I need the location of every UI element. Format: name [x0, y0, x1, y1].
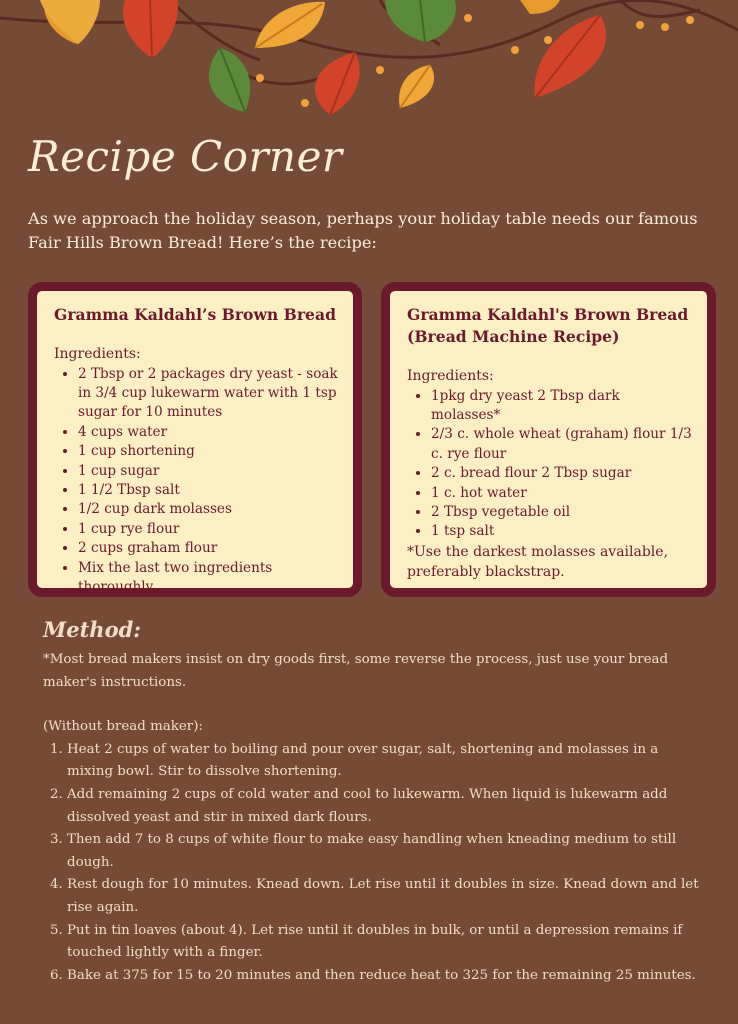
- recipe-card-bread-machine: [381, 282, 716, 597]
- leaf-orange-3: [399, 65, 434, 108]
- list-item: • 1 tsp salt: [431, 522, 693, 541]
- list-item: 2. Add remaining 2 cups of cold water and cool to lukewarm. When liquid is lukewarm add dissolved yeast and stir in mixed dark flours.: [67, 784, 708, 829]
- list-item: • Mix the last two ingredients thoroughly.: [78, 559, 339, 598]
- list-item: • 2 cups graham flour: [78, 539, 339, 558]
- list-item: • 2 Tbsp vegetable oil: [431, 503, 693, 522]
- list-item: • 1/2 cup dark molasses: [78, 500, 339, 519]
- list-item: 1. Heat 2 cups of water to boiling and pour over sugar, salt, shortening and molasses in a mixing bowl. Stir to dissolve shortening.: [67, 739, 708, 784]
- autumn-leaves-banner: [0, 0, 738, 125]
- page-title: Recipe Corner: [28, 132, 343, 181]
- list-item: • 1pkg dry yeast 2 Tbsp dark molasses*: [431, 387, 693, 426]
- leaf-green-2: [209, 48, 250, 112]
- method-heading: Method:: [43, 617, 142, 642]
- card-title: Gramma Kaldahl's Brown Bread (Bread Machine Recipe): [407, 305, 689, 346]
- card-title: Gramma Kaldahl’s Brown Bread: [54, 305, 336, 324]
- list-item: • 1 cup rye flour: [78, 520, 339, 539]
- list-item: 6. Bake at 375 for 15 to 20 minutes and then reduce heat to 325 for the remaining 25 minutes.: [67, 965, 708, 988]
- list-item: • 2/3 c. whole wheat (graham) flour 1/3 c. rye flour: [431, 425, 693, 464]
- list-item: • 4 cups water: [78, 423, 339, 442]
- method-intro: *Most bread makers insist on dry goods first, some reverse the process, just use your bread maker's instructions.: [43, 652, 669, 690]
- list-item: • 2 Tbsp or 2 packages dry yeast - soak in 3/4 cup lukewarm water with 1 tsp sugar for 10 minutes: [78, 365, 339, 423]
- recipe-card-classic: [28, 282, 362, 597]
- method-subheading: (Without bread maker):: [43, 719, 203, 735]
- leaf-orange-4: [520, 0, 560, 14]
- list-item: 3. Then add 7 to 8 cups of white flour to make easy handling when kneading medium to still dough.: [67, 829, 708, 874]
- branch-lines: [0, 0, 738, 84]
- ingredients-label: Ingredients:: [54, 346, 141, 362]
- leaf-orange-2: [255, 2, 325, 48]
- leaf-green-1: [385, 0, 456, 42]
- ingredients-list: [54, 365, 339, 598]
- list-item: • 2 c. bread flour 2 Tbsp sugar: [431, 464, 693, 483]
- leaf-orange-1: [40, 0, 100, 44]
- list-item: • 1 cup shortening: [78, 442, 339, 461]
- list-item: • 1 cup sugar: [78, 462, 339, 481]
- ingredients-list: [407, 387, 693, 542]
- list-item: • 1 1/2 Tbsp salt: [78, 481, 339, 500]
- leaf-red-1: [123, 0, 178, 58]
- list-item: 4. Rest dough for 10 minutes. Knead down. Let rise until it doubles in size. Knead down and let rise again.: [67, 874, 708, 919]
- molasses-note: *Use the darkest molasses available, preferably blackstrap.: [407, 543, 669, 580]
- list-item: • 1 c. hot water: [431, 484, 693, 503]
- intro-text: As we approach the holiday season, perhaps your holiday table needs our famous Fair Hills Brown Bread! Here’s the recipe:: [28, 209, 698, 252]
- list-item: 5. Put in tin loaves (about 4). Let rise until it doubles in bulk, or until a depression remains if touched lightly with a finger.: [67, 920, 708, 965]
- leaf-red-2: [315, 52, 360, 115]
- method-section: [43, 649, 708, 987]
- ingredients-label: Ingredients:: [407, 368, 494, 384]
- method-steps: [43, 739, 708, 988]
